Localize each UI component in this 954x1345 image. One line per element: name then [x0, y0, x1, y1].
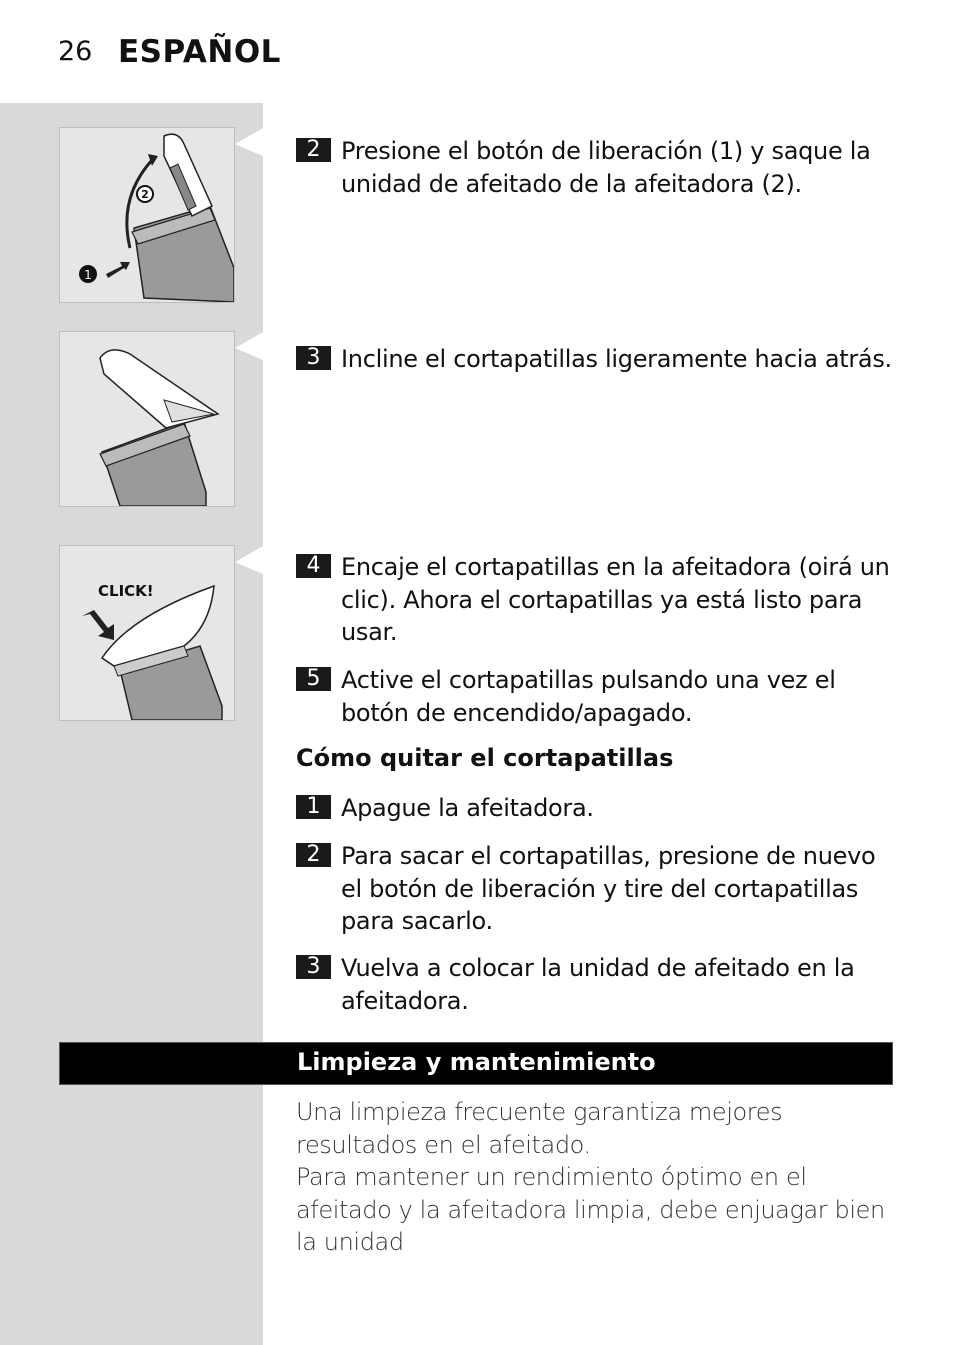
step-text: Active el cortapatillas pulsando una vez el botón de encendido/apagado.	[341, 666, 836, 727]
figure-pointer-triangle	[235, 331, 265, 361]
illustration-attach-trimmer	[59, 545, 235, 721]
step-2-release-unit	[296, 135, 896, 200]
cleaning-paragraph-1: Una limpieza frecuente garantiza mejores resultados en el afeitado.	[296, 1098, 783, 1159]
section-banner	[59, 1042, 893, 1085]
figure-callout-1: 1	[84, 268, 92, 282]
click-label: CLICK!	[98, 582, 154, 600]
step-3-tilt-trimmer	[296, 343, 896, 376]
step-number: 2	[296, 138, 331, 162]
step-text: Incline el cortapatillas ligeramente hacia atrás.	[341, 345, 892, 373]
figure-callout-2: 2	[141, 188, 149, 201]
section-heading: Cómo quitar el cortapatillas	[296, 744, 674, 772]
step-number: 4	[296, 554, 331, 578]
step-text: Presione el botón de liberación (1) y saque la unidad de afeitado de la afeitadora (2).	[341, 137, 871, 198]
figure-pointer-triangle	[235, 545, 265, 575]
remove-step-1	[296, 792, 896, 825]
step-text: Apague la afeitadora.	[341, 794, 594, 822]
banner-title: Limpieza y mantenimiento	[297, 1048, 656, 1076]
remove-step-3	[296, 952, 896, 1017]
page-number: 26	[58, 36, 93, 67]
step-text: Vuelva a colocar la unidad de afeitado en la afeitadora.	[341, 954, 855, 1015]
step-text: Encaje el cortapatillas en la afeitadora (oirá un clic). Ahora el cortapatillas ya está listo para usar.	[341, 553, 890, 646]
step-number: 5	[296, 667, 331, 691]
figure-pointer-triangle	[235, 127, 265, 157]
cleaning-paragraph-2: Para mantener un rendimiento óptimo en el afeitado y la afeitadora limpia, debe enjuagar bien la unidad	[296, 1163, 885, 1256]
step-number: 3	[296, 955, 331, 979]
step-number: 3	[296, 346, 331, 370]
remove-step-2	[296, 840, 896, 938]
step-text: Para sacar el cortapatillas, presione de nuevo el botón de liberación y tire del cortapatillas para sacarlo.	[341, 842, 876, 935]
illustration-tilt-trimmer	[59, 331, 235, 507]
step-4-attach-trimmer	[296, 551, 896, 649]
step-5-activate-trimmer	[296, 664, 896, 729]
step-number: 2	[296, 843, 331, 867]
step-number: 1	[296, 795, 331, 819]
section-language: ESPAÑOL	[118, 34, 281, 70]
illustration-remove-shaving-unit	[59, 127, 235, 303]
